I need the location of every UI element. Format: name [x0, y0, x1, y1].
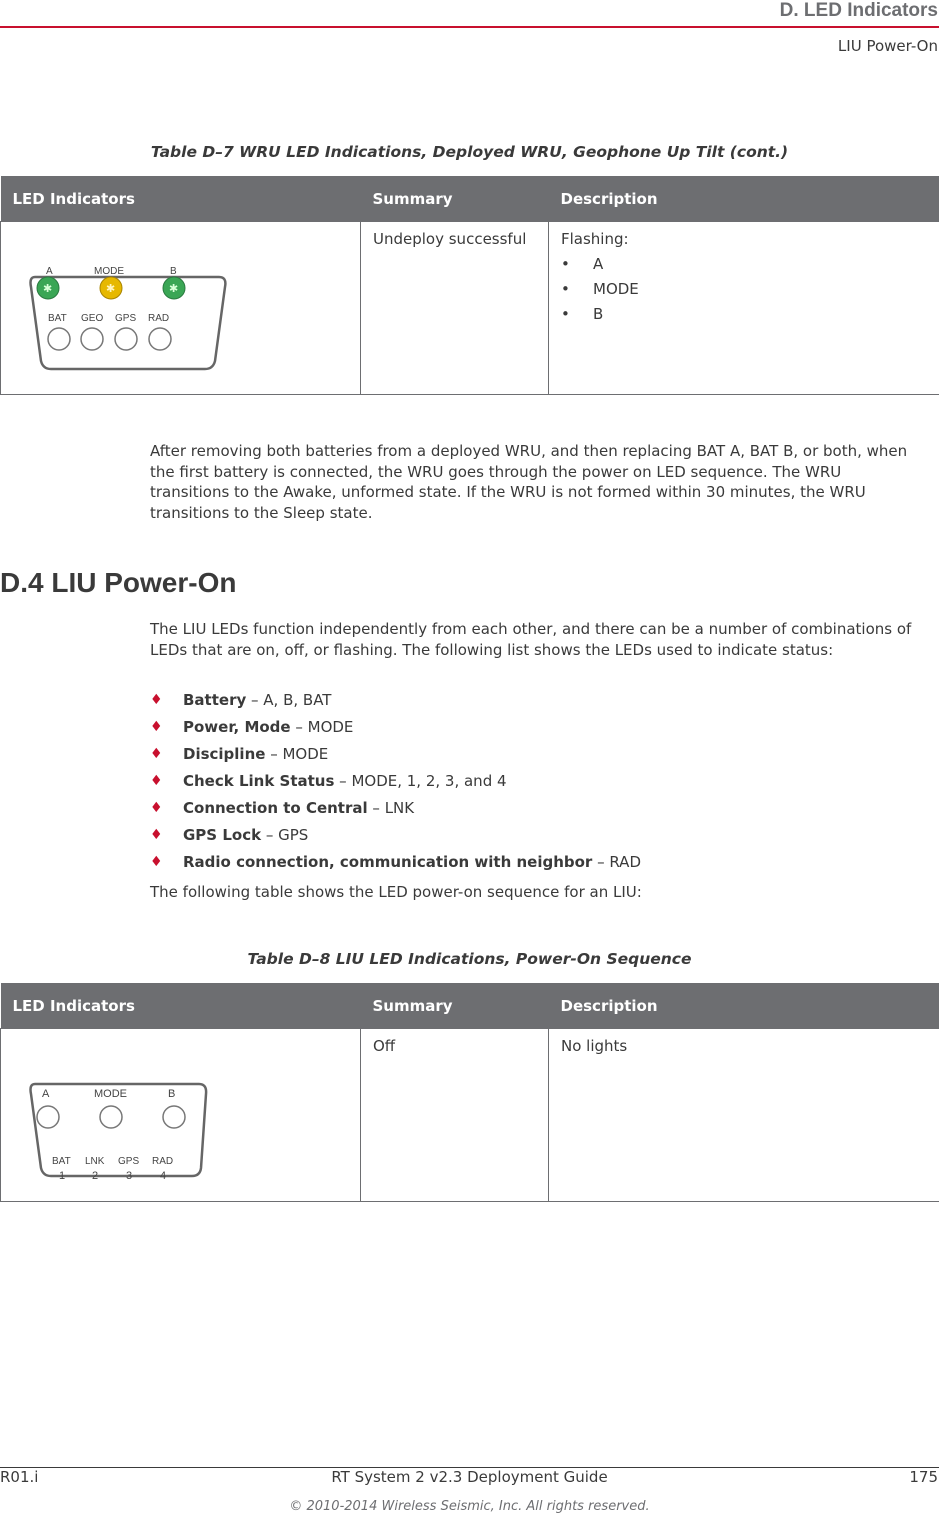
- led-label-b: B: [170, 266, 177, 277]
- list-item: ♦ Check Link Status – MODE, 1, 2, 3, and 4: [150, 772, 507, 790]
- led-label-mode: MODE: [94, 266, 124, 277]
- led-label-a: A: [42, 1088, 50, 1100]
- diamond-bullet-icon: ♦: [150, 719, 163, 735]
- led-mode-off: [100, 1106, 122, 1128]
- summary-cell: Off: [361, 1029, 549, 1202]
- led-label-rad: RAD: [148, 313, 170, 324]
- table-caption: Table D–7 WRU LED Indications, Deployed WRU, Geophone Up Tilt (cont.): [150, 143, 789, 161]
- list-item: • MODE: [561, 280, 639, 298]
- led-label-gps: GPS: [118, 1156, 140, 1167]
- list-item: ♦ GPS Lock – GPS: [150, 826, 309, 844]
- section-intro: The LIU LEDs function independently from each other, and there can be a number of combinations of LEDs that are on, off, or flashing. The following list shows the LEDs used to indicate status:: [150, 620, 912, 659]
- led-label-gps: GPS: [115, 313, 137, 324]
- list-item: • A: [561, 255, 604, 273]
- diamond-bullet-icon: ♦: [150, 692, 163, 708]
- led-label-rad: RAD: [152, 1156, 174, 1167]
- led-label-bat: BAT: [48, 313, 67, 324]
- table-caption: Table D–8 LIU LED Indications, Power-On Sequence: [247, 950, 692, 968]
- page-header-title: D. LED Indicators: [779, 0, 938, 21]
- page-header-subtitle: LIU Power-On: [837, 37, 938, 55]
- sparkle-icon: ✱: [106, 282, 116, 295]
- led-a-off: [37, 1106, 59, 1128]
- led-number-2: 2: [92, 1170, 99, 1182]
- list-item: • B: [561, 305, 604, 323]
- header-divider: [0, 26, 939, 28]
- status-led-list: [150, 690, 930, 879]
- sparkle-icon: ✱: [169, 282, 179, 295]
- led-label-geo: GEO: [81, 313, 104, 324]
- led-label-lnk: LNK: [85, 1156, 105, 1167]
- description-title: Flashing:: [561, 230, 629, 248]
- footer-revision: R01.i: [0, 1468, 39, 1486]
- led-geo-off: [81, 328, 103, 350]
- column-header: Summary: [361, 176, 549, 222]
- table-row: [1, 222, 939, 395]
- led-table-liu: [0, 983, 939, 1202]
- column-header: Description: [549, 176, 939, 222]
- section-outro: The following table shows the LED power-on sequence for an LIU:: [150, 883, 642, 901]
- list-item: ♦ Battery – A, B, BAT: [150, 691, 332, 709]
- list-item: ♦ Discipline – MODE: [150, 745, 329, 763]
- sparkle-icon: ✱: [43, 282, 53, 295]
- wru-led-panel-diagram: [23, 253, 238, 378]
- column-header: Summary: [361, 983, 549, 1029]
- column-header: Description: [549, 983, 939, 1029]
- led-table-wru: [0, 176, 939, 395]
- led-panel-cell: [1, 222, 361, 395]
- diamond-bullet-icon: ♦: [150, 773, 163, 789]
- led-rad-off: [149, 328, 171, 350]
- body-paragraph: After removing both batteries from a deployed WRU, and then replacing BAT A, BAT B, or both, when the first battery is connected, the WRU goes through the power on LED sequence. The WRU transitions to the Awake, unformed state. If the WRU is not formed within 30 minutes, the WRU transitions to the Sleep state.: [150, 442, 908, 522]
- diamond-bullet-icon: ♦: [150, 746, 163, 762]
- list-item: ♦ Connection to Central – LNK: [150, 799, 415, 817]
- footer-copyright: © 2010-2014 Wireless Seismic, Inc. All rights reserved.: [289, 1499, 650, 1514]
- led-label-bat: BAT: [52, 1156, 71, 1167]
- led-label-a: A: [46, 266, 53, 277]
- led-number-3: 3: [126, 1170, 133, 1182]
- led-b-off: [163, 1106, 185, 1128]
- column-header: LED Indicators: [1, 983, 361, 1029]
- table-row: [1, 1029, 939, 1202]
- footer-page-number: 175: [909, 1468, 938, 1486]
- list-item: ♦ Power, Mode – MODE: [150, 718, 354, 736]
- led-bat-off: [48, 328, 70, 350]
- led-gps-off: [115, 328, 137, 350]
- footer-document-title: RT System 2 v2.3 Deployment Guide: [331, 1468, 608, 1486]
- diamond-bullet-icon: ♦: [150, 800, 163, 816]
- description-cell: No lights: [549, 1029, 939, 1202]
- list-item: ♦ Radio connection, communication with neighbor – RAD: [150, 853, 641, 871]
- summary-cell: Undeploy successful: [361, 222, 549, 395]
- liu-led-panel-diagram: [23, 1060, 238, 1185]
- led-panel-cell: [1, 1029, 361, 1202]
- led-number-4: 4: [160, 1170, 167, 1182]
- column-header: LED Indicators: [1, 176, 361, 222]
- diamond-bullet-icon: ♦: [150, 854, 163, 870]
- led-number-1: 1: [59, 1170, 66, 1182]
- led-label-mode: MODE: [94, 1088, 127, 1100]
- section-heading: D.4 LIU Power-On: [0, 567, 237, 598]
- description-cell: [549, 222, 939, 395]
- diamond-bullet-icon: ♦: [150, 827, 163, 843]
- led-label-b: B: [168, 1088, 176, 1100]
